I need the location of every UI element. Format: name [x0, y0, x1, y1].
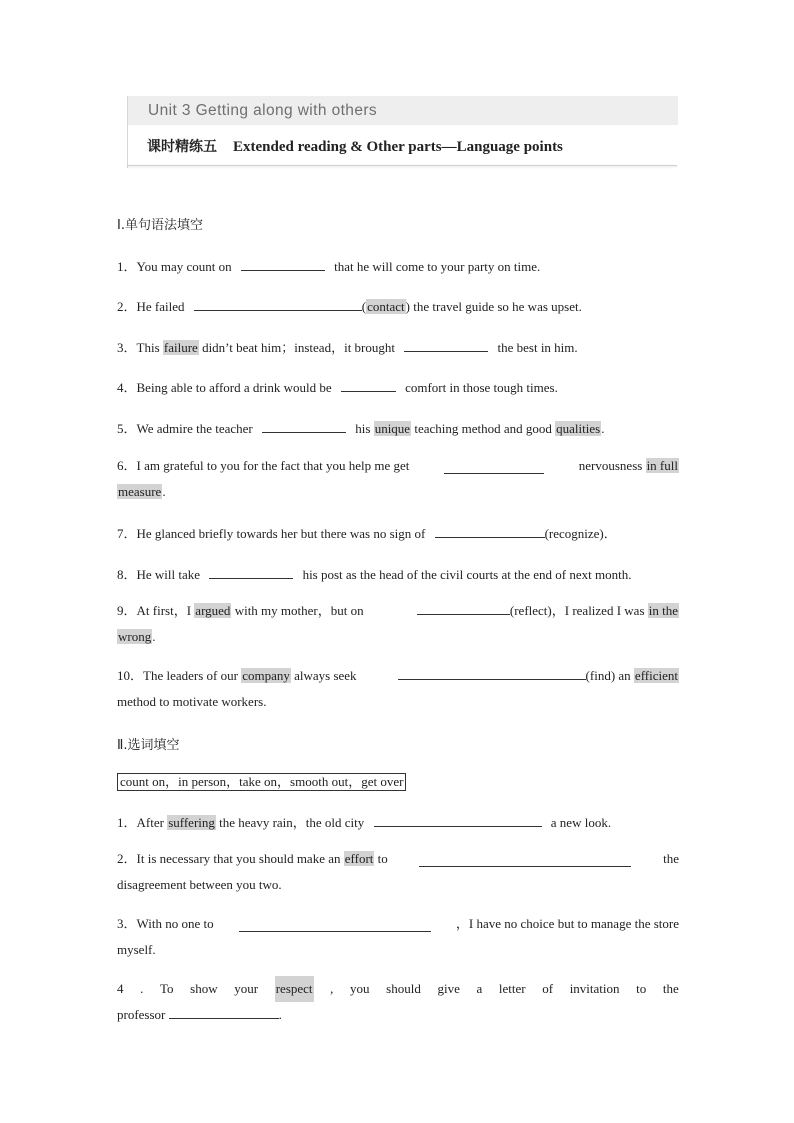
question-text: The leaders of our: [143, 668, 242, 683]
question-text: (: [361, 299, 367, 314]
question-text: of: [542, 981, 554, 996]
question-text: show: [190, 981, 218, 996]
answer-blank[interactable]: [398, 667, 586, 680]
question-number: 9．: [117, 603, 137, 618]
question-text: method to motivate workers.: [117, 694, 267, 709]
question-text: It is necessary that you should make an: [136, 851, 344, 866]
highlighted-word: unique: [374, 421, 411, 436]
lesson-title-cn: 课时精练五: [147, 139, 217, 155]
question-text: You may count on: [136, 259, 232, 274]
answer-blank[interactable]: [239, 919, 431, 932]
question-text: his post as the head of the civil courts at the end of next month.: [302, 567, 632, 582]
question-1-7: [117, 523, 679, 542]
answer-blank[interactable]: [444, 461, 544, 474]
question-text: ，I have no choice but to manage the store: [455, 916, 679, 931]
question-text: the: [663, 851, 679, 866]
question-text: .: [152, 629, 156, 644]
answer-blank[interactable]: [194, 298, 362, 311]
highlighted-word: suffering: [168, 815, 215, 830]
answer-blank[interactable]: [419, 854, 631, 867]
word-bank-box: count on，in person，take on，smooth out，get over: [117, 773, 406, 791]
question-text: We admire the teacher: [136, 421, 253, 436]
answer-blank[interactable]: [262, 420, 346, 433]
answer-blank[interactable]: [341, 379, 396, 392]
highlighted-word: qualities: [556, 421, 601, 436]
question-number: 5．: [117, 421, 137, 436]
question-text: disagreement between you two.: [117, 877, 282, 892]
highlighted-word: contact: [367, 299, 405, 314]
answer-blank[interactable]: [241, 258, 325, 271]
highlighted-word: in full: [646, 458, 678, 473]
question-number: 8．: [117, 567, 137, 582]
question-text: .: [601, 421, 605, 436]
highlighted-word: company: [242, 668, 290, 683]
question-text: invitation: [569, 981, 620, 996]
section-2-title: Ⅱ.选词填空: [117, 738, 180, 753]
question-2-1: [117, 812, 679, 831]
question-number: 2．: [117, 299, 137, 314]
question-1-10: [117, 663, 679, 715]
question-1-2: [117, 296, 679, 315]
page-header: [117, 96, 677, 168]
question-text: (recognize)．: [544, 526, 617, 541]
question-text: the heavy rain，the old city: [215, 815, 365, 830]
question-text: He glanced briefly towards her but there was no sign of: [136, 526, 426, 541]
question-1-8: [117, 564, 679, 583]
question-text: After: [136, 815, 168, 830]
unit-bar: [127, 96, 678, 125]
question-text: At first，I: [136, 603, 195, 618]
highlighted-word: efficient: [634, 668, 678, 683]
lesson-title-en: Extended reading & Other parts—Language points: [233, 139, 563, 155]
question-text: should: [386, 981, 421, 996]
question-text: (find) an: [585, 668, 634, 683]
question-number: 4: [117, 981, 124, 996]
question-text: that he will come to your party on time.: [334, 259, 541, 274]
question-number: 3．: [117, 340, 137, 355]
question-text: This: [136, 340, 163, 355]
question-1-9: [117, 598, 679, 650]
lesson-title: [147, 136, 563, 156]
question-text: professor: [117, 1007, 166, 1022]
question-number: 1．: [117, 815, 137, 830]
answer-blank[interactable]: [417, 602, 510, 615]
question-number: 3．: [117, 916, 137, 931]
question-number: 6．: [117, 458, 137, 473]
answer-blank[interactable]: [404, 339, 488, 352]
question-text: He will take: [136, 567, 201, 582]
question-text: teaching method and good: [411, 421, 556, 436]
question-number: 4．: [117, 380, 137, 395]
question-text: didn’t beat him；instead，it brought: [198, 340, 395, 355]
question-text: your: [234, 981, 259, 996]
answer-blank[interactable]: [169, 1006, 279, 1019]
highlighted-word: failure: [163, 340, 198, 355]
question-number: 1．: [117, 259, 137, 274]
question-number: 10．: [117, 668, 144, 683]
question-2-2: [117, 846, 679, 898]
question-text: with my mother，but on: [231, 603, 364, 618]
question-text: a: [476, 981, 483, 996]
question-text: a new look.: [550, 815, 612, 830]
section-1-title: Ⅰ.单句语法填空: [117, 218, 203, 233]
question-text: myself.: [117, 942, 156, 957]
answer-blank[interactable]: [374, 814, 542, 827]
question-text: I am grateful to you for the fact that you help me get: [136, 458, 410, 473]
question-text: Being able to afford a drink would be: [136, 380, 332, 395]
question-text: comfort in those tough times.: [405, 380, 558, 395]
highlighted-word: in the: [648, 603, 678, 618]
header-divider: [127, 165, 677, 166]
question-text: He failed: [136, 299, 185, 314]
question-text: To: [160, 981, 174, 996]
question-text: give: [437, 981, 460, 996]
question-text: letter: [498, 981, 526, 996]
question-text: With no one to: [136, 916, 214, 931]
question-1-1: [117, 256, 679, 275]
highlighted-word: effort: [344, 851, 374, 866]
question-number: 2．: [117, 851, 137, 866]
question-2-3: [117, 911, 679, 963]
question-number: 7．: [117, 526, 137, 541]
highlighted-word: respect: [275, 976, 314, 1002]
question-1-5: [117, 418, 679, 437]
highlighted-word: measure: [118, 484, 162, 499]
question-text: .: [278, 1007, 282, 1022]
answer-blank[interactable]: [435, 525, 545, 538]
header-left-rule: [127, 125, 128, 168]
highlighted-word: wrong: [118, 629, 152, 644]
unit-title: Unit 3 Getting along with others: [148, 102, 378, 119]
question-1-4: [117, 377, 679, 396]
question-text: the best in him.: [497, 340, 578, 355]
question-text: .: [140, 981, 144, 996]
question-text: to: [374, 851, 388, 866]
answer-blank[interactable]: [209, 566, 293, 579]
question-1-6: [117, 453, 679, 505]
question-text: nervousness: [578, 458, 646, 473]
question-text: ) the travel guide so he was upset.: [405, 299, 582, 314]
highlighted-word: argued: [195, 603, 231, 618]
question-text: his: [355, 421, 374, 436]
question-text: (reflect)，I realized I was: [509, 603, 648, 618]
question-text: .: [162, 484, 166, 499]
question-text: to: [636, 981, 647, 996]
question-text: ,: [330, 981, 334, 996]
question-text: you: [350, 981, 370, 996]
question-2-4: [117, 976, 679, 1028]
question-text: the: [662, 981, 679, 996]
question-1-3: [117, 337, 679, 356]
question-text: always seek: [290, 668, 357, 683]
